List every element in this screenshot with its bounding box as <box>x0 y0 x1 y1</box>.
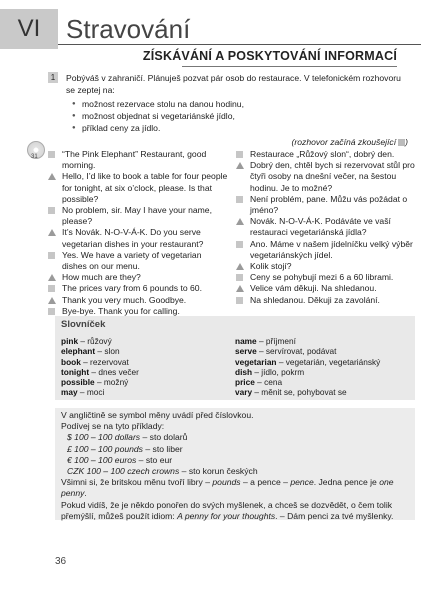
dialog-english <box>48 149 228 317</box>
task-bullet: ● příklad ceny za jídlo. <box>72 122 408 134</box>
dialog-line <box>236 283 416 294</box>
task-note: (rozhovor začíná zkoušející ) <box>291 137 408 147</box>
dialog-text: Ceny se pohybují mezi 6 a 60 librami. <box>250 272 394 283</box>
vocabulary-term: serve <box>235 346 257 357</box>
vocabulary-definition: – možný <box>94 377 129 388</box>
vocabulary-column-right <box>235 336 409 397</box>
dialog-text: “The Pink Elephant” Restaurant, good morning. <box>62 149 207 171</box>
examiner-square-icon <box>398 139 405 146</box>
vocabulary-definition: – měnit se, pohybovat se <box>252 387 347 398</box>
dialog-text: The prices vary from 6 pounds to 60. <box>62 283 202 294</box>
vocabulary-entry <box>61 367 235 377</box>
currency-example: CZK 100 – 100 czech crowns – sto korun českých <box>67 466 258 477</box>
examiner-square-icon <box>48 252 55 259</box>
header-divider <box>58 44 421 45</box>
chapter-title: Stravování <box>66 14 191 44</box>
section-subtitle: ZÍSKÁVÁNÍ A POSKYTOVÁNÍ INFORMACÍ <box>142 49 397 63</box>
dialog-text: Thank you very much. Goodbye. <box>62 294 187 305</box>
dialog-line <box>48 205 228 227</box>
dialog-text: Bye-bye. Thank you for calling. <box>62 305 180 316</box>
candidate-triangle-icon <box>236 285 244 292</box>
examiner-square-icon <box>48 151 55 158</box>
dialog-line <box>48 149 228 171</box>
vocabulary-entry <box>235 387 409 397</box>
vocabulary-term: tonight <box>61 366 90 377</box>
vocabulary-term: vegetarian <box>235 356 277 367</box>
candidate-triangle-icon <box>48 173 56 180</box>
vocabulary-definition: – slon <box>95 346 120 357</box>
vocabulary-definition: – dnes večer <box>89 366 139 377</box>
vocabulary-definition: – jídlo, pokrm <box>252 366 305 377</box>
cd-track-number: 31 <box>31 154 38 160</box>
vocabulary-term: pink <box>61 336 79 347</box>
dialog-line <box>48 250 228 272</box>
dialog-line <box>48 295 228 306</box>
vocabulary-entry <box>235 367 409 377</box>
dialog-text: Velice vám děkuji. Na shledanou. <box>250 283 377 294</box>
task-bullet: ● možnost objednat si vegetariánské jídlo, <box>72 110 408 122</box>
dialog-line <box>48 171 228 205</box>
examiner-square-icon <box>236 151 243 158</box>
examiner-square-icon <box>236 196 243 203</box>
dialog-text: Yes. We have a variety of vegetarian dishes on our menu. <box>62 249 202 272</box>
vocabulary-column-left <box>61 336 235 397</box>
dialog-line <box>236 295 416 306</box>
vocabulary-entry <box>61 387 235 397</box>
vocabulary-term: possible <box>61 377 95 388</box>
candidate-triangle-icon <box>236 162 244 169</box>
task-block <box>48 72 408 148</box>
vocabulary-entry <box>235 346 409 356</box>
section-number-box <box>0 9 58 49</box>
vocabulary-definition: – cena <box>254 377 283 388</box>
dialog-line <box>48 283 228 294</box>
dialog-line <box>236 194 416 216</box>
info-intro: V angličtině se symbol měny uvádí před číslovkou. <box>61 410 254 420</box>
vocabulary-term: name <box>235 336 257 347</box>
vocabulary-definition: – vegetarián, vegetariánský <box>276 356 381 367</box>
info-paragraph: Pokud vidíš, že je někdo ponořen do svých myšlenek, a chceš se dozvědět, o čem tolik přemýšlí, můžeš použít idiom: A penny for your thoughts. – Dám penci za tvé myšlenky. <box>61 499 394 521</box>
vocabulary-term: book <box>61 356 81 367</box>
examiner-square-icon <box>48 308 55 315</box>
dialog-text: Kolik stojí? <box>250 261 292 272</box>
vocabulary-entry <box>61 346 235 356</box>
vocabulary-term: vary <box>235 387 253 398</box>
examiner-square-icon <box>236 241 243 248</box>
info-intro: Podívej se na tyto příklady: <box>61 421 165 432</box>
vocabulary-entry <box>61 336 235 346</box>
dialog-line <box>236 261 416 272</box>
task-bullet: ● možnost rezervace stolu na danou hodinu, <box>72 98 408 110</box>
task-instruction: Pobýváš v zahraničí. Plánuješ pozvat pár osob do restaurace. V telefonickém rozhovoru se zeptej na: <box>66 73 401 95</box>
vocabulary-box <box>55 316 415 400</box>
vocabulary-term: dish <box>235 366 253 377</box>
vocabulary-definition: – příjmení <box>256 336 296 347</box>
currency-examples <box>61 432 409 477</box>
candidate-triangle-icon <box>48 229 56 236</box>
examiner-square-icon <box>236 274 243 281</box>
dialog-text: Ano. Máme v našem jídelníčku velký výběr vegetariánských jídel. <box>250 238 413 260</box>
examiner-square-icon <box>236 297 243 304</box>
dialog-text: Není problém, pane. Můžu vás požádat o jméno? <box>250 193 408 216</box>
dialog-line <box>236 239 416 261</box>
task-note-text: (rozhovor začíná zkoušející <box>291 137 397 147</box>
dialog-text: No problem, sir. May I have your name, please? <box>62 205 212 227</box>
dialog-text: Na shledanou. Děkuji za zavolání. <box>250 294 380 305</box>
vocabulary-entry <box>235 336 409 346</box>
vocabulary-definition: – rezervovat <box>80 356 129 367</box>
dialog-text: Hello, I’d like to book a table for four people for tonight, at six o’clock, please. Is that possible? <box>62 171 228 204</box>
chapter-header <box>0 0 445 52</box>
section-number: VI <box>17 15 41 42</box>
dialog-line <box>48 272 228 283</box>
vocabulary-entry <box>61 357 235 367</box>
currency-example: € 100 – 100 euros – sto eur <box>67 454 173 465</box>
vocabulary-definition: – moci <box>77 387 105 398</box>
vocabulary-definition: – servírovat, podávat <box>256 346 337 357</box>
dialog-line <box>236 160 416 194</box>
candidate-triangle-icon <box>48 297 56 304</box>
info-box <box>55 408 415 520</box>
task-bullet-list <box>72 98 408 134</box>
examiner-square-icon <box>48 285 55 292</box>
dialog-text: Novák. N-O-V-Á-K. Podáváte ve vaší restauraci vegetariánská jídla? <box>250 216 391 238</box>
candidate-triangle-icon <box>236 218 244 225</box>
dialog-line <box>236 272 416 283</box>
dialog-czech <box>236 149 416 306</box>
vocabulary-definition: – růžový <box>78 336 112 347</box>
candidate-triangle-icon <box>236 263 244 270</box>
candidate-triangle-icon <box>48 274 56 281</box>
vocabulary-term: elephant <box>61 346 96 357</box>
dialog-line <box>236 149 416 160</box>
subtitle-divider <box>182 66 397 67</box>
dialog-text: How much are they? <box>62 272 141 283</box>
task-number: 1 <box>48 72 58 83</box>
page-number: 36 <box>55 556 67 567</box>
currency-example: $ 100 – 100 dollars – sto dolarů <box>67 432 188 443</box>
dialog-line <box>236 216 416 238</box>
vocabulary-entry <box>235 377 409 387</box>
vocabulary-title: Slovníček <box>61 319 106 330</box>
vocabulary-entry <box>235 357 409 367</box>
vocabulary-term: price <box>235 377 255 388</box>
info-paragraph: Všimni si, že britskou měnu tvoří libry – pounds – a pence – pence. Jedna pence je one penny. <box>61 477 394 499</box>
dialog-text: Restaurace „Růžový slon“, dobrý den. <box>250 149 395 159</box>
dialog-text: Dobrý den, chtěl bych si rezervovat stůl pro čtyři osoby na dnešní večer, na šestou hodinu. Je to možné? <box>250 160 415 193</box>
vocabulary-entry <box>61 377 235 387</box>
currency-example: £ 100 – 100 pounds – sto liber <box>67 443 183 454</box>
vocabulary-term: may <box>61 387 78 398</box>
dialog-text: It’s Novák. N-O-V-Á-K. Do you serve vegetarian dishes in your restaurant? <box>62 227 204 249</box>
examiner-square-icon <box>48 207 55 214</box>
dialog-line <box>48 227 228 249</box>
